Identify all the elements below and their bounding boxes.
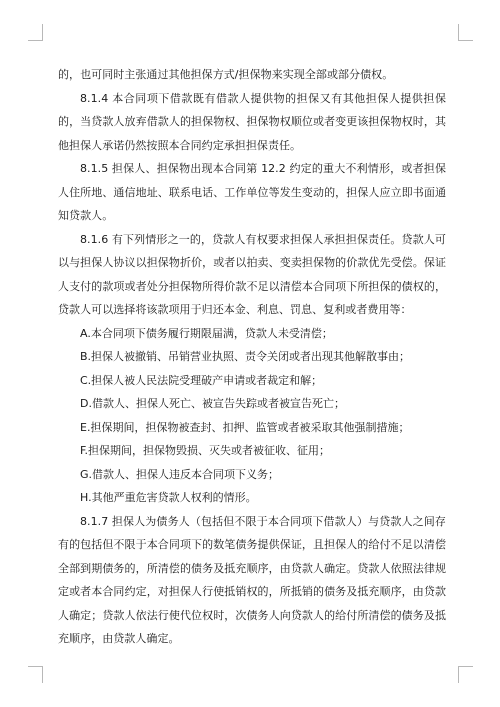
list-item-b: B.担保人被撤销、吊销营业执照、责令关闭或者出现其他解散事由； [80, 350, 411, 363]
list-item-g: G.借款人、担保人违反本合同项下义务； [80, 467, 280, 481]
list-item-c: C.担保人被人民法院受理破产申请或者裁定和解； [80, 373, 323, 387]
paragraph-8-1-5: 8.1.5 担保人、担保物出现本合同第 12.2 约定的重大不利情形，或者担保人住所地、通信地址、联系电话、工作单位等发生变动的，担保人应立即书面通知贷款人。 [58, 162, 446, 222]
paragraph-8-1-7: 8.1.7 担保人为债务人（包括但不限于本合同项下借款人）与贷款人之间存有的包括但不限于本合同项下的数笔债务提供保证，且担保人的给付不足以清偿全部到期债务的，所清偿的债务及抵充顺序，由贷款人确定。贷款人依照法律规定或者本合同约定，对担保人行使抵销权的，所抵销的债务及抵充顺序，由贷款人确定；贷款人依法行使代位权时，次债务人向贷款人的给付所清偿的债务及抵充顺序，由贷款人确定。 [58, 514, 446, 645]
crop-mark-bottom-right [458, 666, 473, 683]
list-item-e: E.担保期间，担保物被查封、扣押、监管或者被采取其他强制措施； [80, 420, 410, 434]
list-item-f: F.担保期间，担保物毁损、灭失或者被征收、征用； [80, 444, 331, 457]
list-item-d: D.借款人、担保人死亡、被宣告失踪或者被宣告死亡； [80, 397, 345, 410]
document-body [58, 63, 446, 651]
crop-mark-bottom-left [28, 666, 43, 683]
paragraph-continuation: 的，也可同时主张通过其他担保方式/担保物来实现全部或部分债权。 [58, 68, 394, 81]
crop-mark-top-left [28, 24, 43, 41]
paragraph-8-1-6: 8.1.6 有下列情形之一的，贷款人有权要求担保人承担担保责任。贷款人可以与担保人协议以担保物折价，或者以拍卖、变卖担保物的价款优先受偿。保证人支付的款项或者处分担保物所得价款不足以清偿本合同项下所担保的债权的，贷款人可以选择将该款项用于归还本金、利息、罚息、复利或者费用等： [58, 232, 446, 316]
list-item-h: H.其他严重危害贷款人权利的情形。 [80, 491, 257, 504]
crop-mark-top-right [458, 24, 473, 41]
paragraph-8-1-4: 8.1.4 本合同项下借款既有借款人提供物的担保又有其他担保人提供担保的，当贷款人放弃借款人的担保物权、担保物权顺位或者变更该担保物权时，其他担保人承诺仍然按照本合同约定承担担保责任。 [58, 91, 446, 152]
list-item-a: A.本合同项下债务履行期限届满，贷款人未受清偿； [80, 326, 333, 340]
